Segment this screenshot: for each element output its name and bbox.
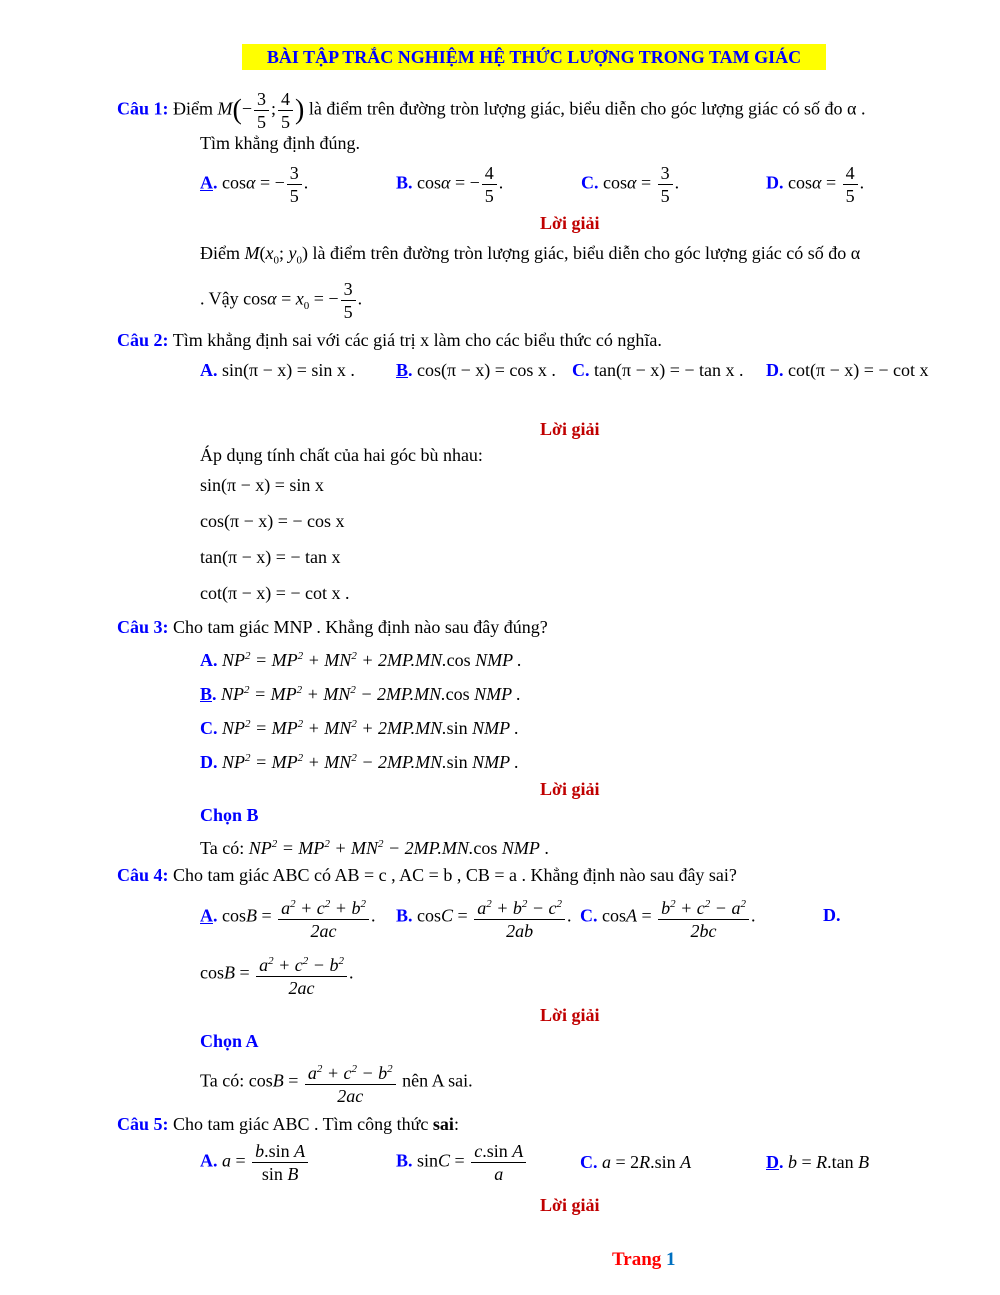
q2-identity-tan: tan(π − x) = − tan x	[200, 547, 341, 567]
question-1: Câu 1: Điểm M(− $\frac{3}{5}$ ; $\frac{4}{5}$ ) là điểm trên đường tròn lượng giác, biểu diễn cho góc lượng giác có số đo α .	[117, 89, 866, 132]
q3-option-b: B. $NP^2 = MP^2 + MN^2 - 2MP.MN.\cos$ NMP .	[200, 684, 521, 704]
question-4	[117, 865, 737, 886]
q5-options: A. a = $\frac{\text{b.sin A}}{\text{sin B}}$ B. sinC = $\frac{\text{c.sin A}}{a}$ C. a = 2R.sin A D. b = R.tan B	[200, 1141, 870, 1184]
page-title: BÀI TẬP TRẮC NGHIỆM HỆ THỨC LƯỢNG TRONG TAM GIÁC	[242, 44, 826, 70]
q2-identity-cos: cos(π − x) = − cos x	[200, 511, 345, 531]
q1-text-1: Điểm	[173, 98, 214, 119]
q3-solution-formula: Ta có: $NP^2 = MP^2 + MN^2 - 2MP.MN.\cos$ NMP .	[200, 838, 549, 858]
footer-word: Trang	[612, 1249, 662, 1270]
q1-solution-heading: Lời giải	[540, 213, 600, 233]
footer-page-number: 1	[666, 1249, 676, 1270]
q1-text-3: Tìm khẳng định đúng.	[200, 133, 360, 153]
q2-solution-intro: Áp dụng tính chất của hai góc bù nhau:	[200, 445, 483, 465]
q2-identity-cot: cot(π − x) = − cot x .	[200, 583, 350, 603]
q1-solution-line-2: . Vậy $\cos\alpha = x_0$ = − $\frac{3}{5}$ .	[200, 279, 363, 322]
question-1-label: Câu 1:	[117, 98, 169, 119]
question-4-label: Câu 4:	[117, 865, 169, 885]
q3-solution-heading: Lời giải	[540, 779, 600, 799]
q5-solution-heading: Lời giải	[540, 1195, 600, 1215]
q3-option-a: A. $NP^2 = MP^2 + MN^2 + 2MP.MN.\cos$ NMP .	[200, 650, 522, 670]
q4-solution-heading: Lời giải	[540, 1005, 600, 1025]
q5-bold-word: sai	[432, 1114, 454, 1134]
question-5-label: Câu 5:	[117, 1114, 169, 1134]
q2-text: Tìm khẳng định sai với các giá trị x làm cho các biểu thức có nghĩa.	[172, 330, 662, 350]
q1-solution-line-1: Điểm $M(x_0$; $y_0$) là điểm trên đường tròn lượng giác, biểu diễn cho góc lượng giác có số đo α	[200, 243, 861, 267]
question-2-label: Câu 2:	[117, 330, 169, 350]
question-2	[117, 330, 662, 351]
q4-option-d-formula: cosB = $\frac{a^2 + c^2 - b^2}{2ac}$ .	[200, 950, 353, 999]
page-footer	[612, 1249, 676, 1271]
q4-solution-formula: Ta có: cosB = $\frac{a^2 + c^2 - b^2}{2ac}$ nên A sai.	[200, 1058, 473, 1107]
q5-text: Cho tam giác ABC . Tìm công thức	[173, 1114, 429, 1134]
q4-text: Cho tam giác ABC có AB = c , AC = b , CB = a . Khẳng định nào sau đây sai?	[173, 865, 737, 885]
q4-options: A. cosB = $\frac{a^2 + c^2 + b^2}{2ac}$ . B. cosC = $\frac{a^2 + b^2 - c^2}{2ab}$ . C. cosA = $\frac{b^2 + c^2 - a^2}{2bc}$ . D.	[200, 893, 960, 943]
q2-identity-sin: sin(π − x) = sin x	[200, 475, 324, 495]
q3-choose: Chọn B	[200, 805, 259, 825]
question-3	[117, 617, 548, 638]
question-5: Câu 5: Cho tam giác ABC . Tìm công thức sai:	[117, 1114, 459, 1134]
q1-text-2: là điểm trên đường tròn lượng giác, biểu diễn cho góc lượng giác có số đo α .	[308, 98, 866, 119]
q4-choose: Chọn A	[200, 1031, 259, 1051]
q3-option-c: C. $NP^2 = MP^2 + MN^2 + 2MP.MN.\sin$ NMP .	[200, 718, 519, 738]
document-page: BÀI TẬP TRẮC NGHIỆM HỆ THỨC LƯỢNG TRONG TAM GIÁC Câu 1: Điểm M(− $\frac{3}{5}$ ; $\frac{4}{5}$ ) là điểm trên đường tròn lượng giác, biểu diễn cho góc lượng giác có số đo α . Tìm khẳng định đúng. A. cosα = − $\frac{3}{5}$ . B. cosα = − $\frac{4}{5}$ . C. cosα = $\frac{3}{5}$ . D. cosα = $\frac{4}{5}$ . Lời giải Điểm $M(x_0$; $y_0$) là điểm trên đường tròn lượng giác, biểu diễn cho góc lượng giác có số đo α . Vậy $\cos\alpha = x_0$ = − $\frac{3}{5}$ . Câu 2: Tìm khẳng định sai với các giá trị x làm cho các biểu thức có nghĩa. A. sin(π − x) = sin x . B. cos(π − x) = cos x . C. tan(π − x) = − tan x . D. cot(π − x) = − cot x Lời giải Áp dụng tính chất của hai góc bù nhau: sin(π − x) = sin x cos(π − x) = − cos x tan(π − x) = − tan x cot(π − x) = − cot x . Câu 3: Cho tam giác MNP . Khẳng định nào sau đây đúng? A. $NP^2 = MP^2 + MN^2 + 2MP.MN.\cos$ NMP . B. $NP^2 = MP^2 + MN^2 - 2MP.MN.\cos$ NMP . C. $NP^2 = MP^2 + MN^2 + 2MP.MN.\sin$ NMP . D. $NP^2 = MP^2 + MN^2 - 2MP.MN.\sin$ NMP . Lời giải Chọn B Ta có: $NP^2 = MP^2 + MN^2 - 2MP.MN.\cos$ NMP . Câu 4: Cho tam giác ABC có AB = c , AC = b , CB = a . Khẳng định nào sau đây sai? A. cosB = $\frac{a^2 + c^2 + b^2}{2ac}$ . B. cosC = $\frac{a^2 + b^2 - c^2}{2ab}$ . C. cosA = $\frac{b^2 + c^2 - a^2}{2bc}$ . D. cosB = $\frac{a^2 + c^2 - b^2}{2ac}$ . Lời giải Chọn A Ta có: cosB = $\frac{a^2 + c^2 - b^2}{2ac}$ nên A sai. Câu 5: Cho tam giác ABC . Tìm công thức sai: A. a = $\frac{\text{b.sin A}}{\text{sin B}}$ B. sinC = $\frac{\text{c.sin A}}{a}$ C. a = 2R.sin A D. b = R.tan B Lời giải Trang 1	[0, 0, 1000, 1295]
q3-text: Cho tam giác MNP . Khẳng định nào sau đây đúng?	[173, 617, 548, 637]
question-3-label: Câu 3:	[117, 617, 169, 637]
q3-option-d: D. $NP^2 = MP^2 + MN^2 - 2MP.MN.\sin$ NMP .	[200, 752, 519, 772]
q2-solution-heading: Lời giải	[540, 419, 600, 439]
